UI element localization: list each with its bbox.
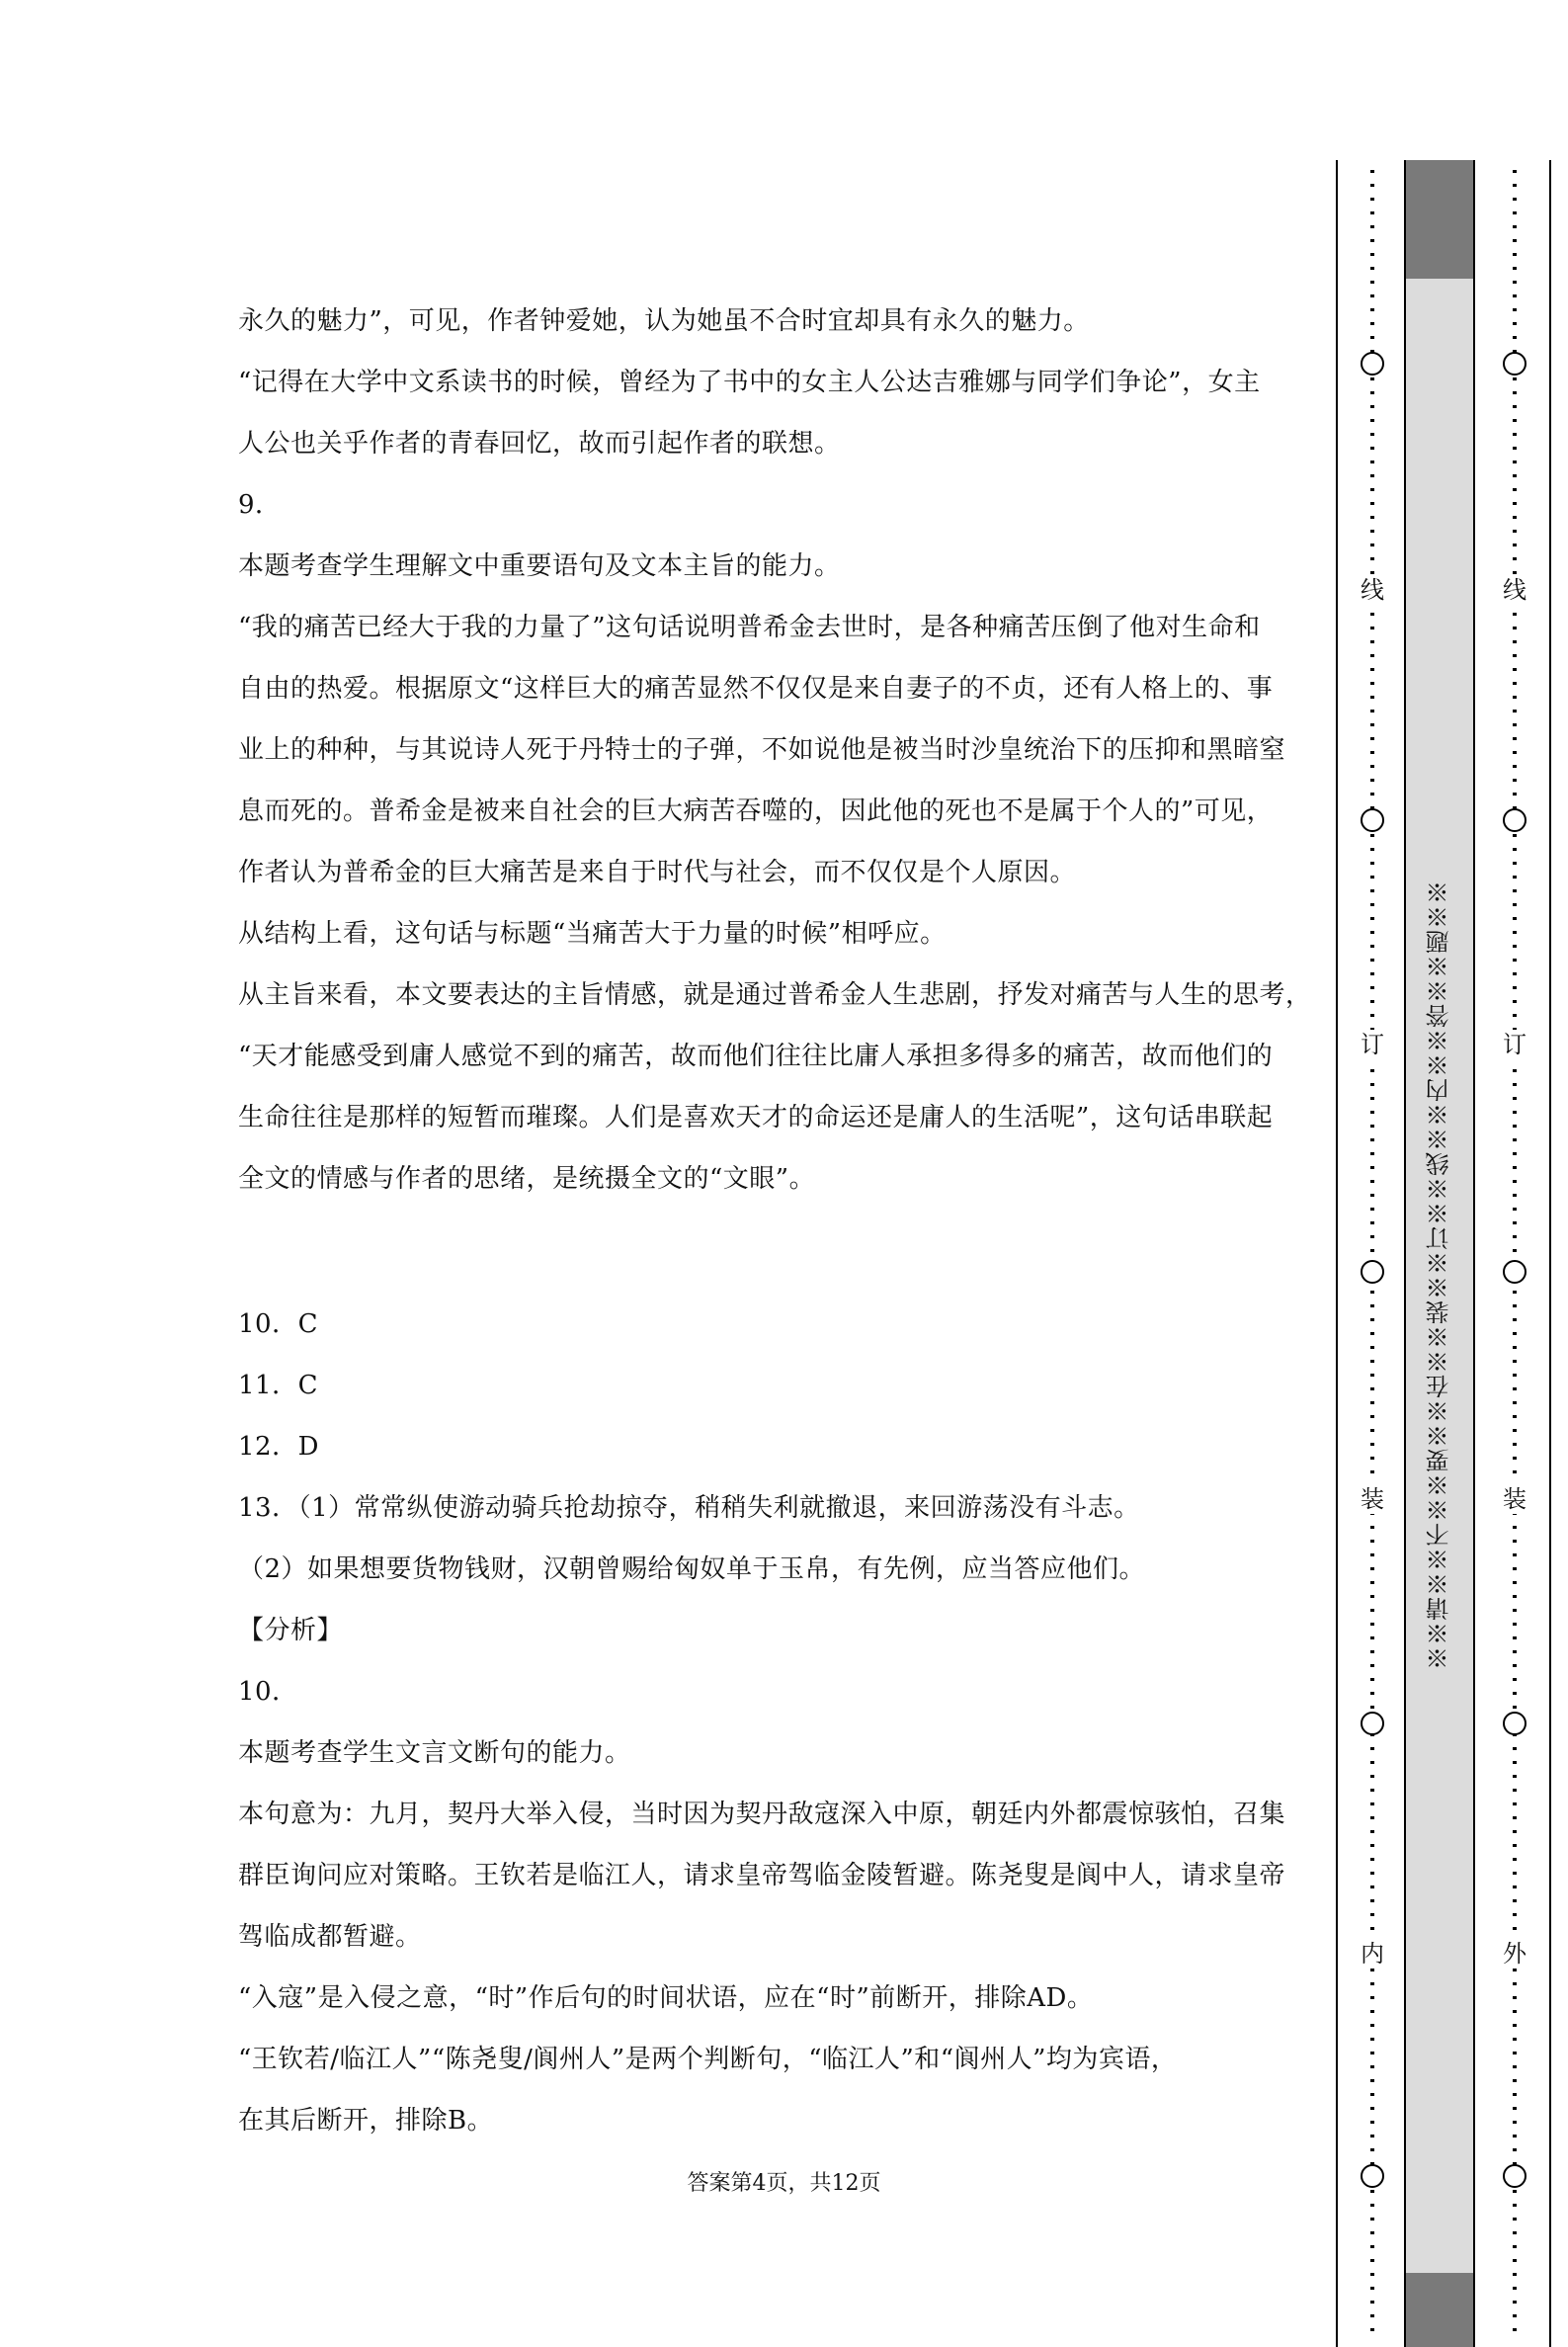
text-line: 驾临成都暂避。 (238, 1922, 422, 1952)
circle-icon (1361, 352, 1384, 376)
circle-icon (1361, 2164, 1384, 2188)
circle-icon (1503, 808, 1527, 832)
inner-label-bind: 订 (1348, 1030, 1397, 1059)
text-line: “天才能感受到庸人感觉不到的痛苦，故而他们往往比庸人承担多得多的痛苦，故而他们的 (238, 1042, 1274, 1071)
outer-label-install: 装 (1490, 1484, 1539, 1514)
text-line: 本句意为：九月，契丹大举入侵，当时因为契丹敌寇深入中原，朝廷内外都震惊骇怕，召集 (238, 1800, 1286, 1829)
text-line: “王钦若/临江人”“陈尧叟/阆州人”是两个判断句，“临江人”和“阆州人”均为宾语， (238, 2045, 1178, 2074)
text-line: “我的痛苦已经大于我的力量了”这句话说明普希金去世时，是各种痛苦压倒了他对生命和 (238, 613, 1261, 642)
inner-binding-column (1348, 160, 1397, 2347)
text-line: 人公也关乎作者的青春回忆，故而引起作者的联想。 (238, 429, 841, 459)
answer-line: 10．C (238, 1309, 318, 1339)
text-line: 从主旨来看，本文要表达的主旨情感，就是通过普希金人生悲剧，抒发对痛苦与人生的思考， (238, 980, 1312, 1010)
section-heading: 【分析】 (238, 1616, 344, 1645)
outer-dotted-line (1490, 160, 1539, 2347)
text-line: “入寇”是入侵之意，“时”作后句的时间状语，应在“时”前断开，排除AD。 (238, 1983, 1094, 2013)
circle-icon (1503, 1712, 1527, 1735)
text-line: 在其后断开，排除B。 (238, 2106, 494, 2136)
text-line: 本题考查学生理解文中重要语句及文本主旨的能力。 (238, 551, 841, 581)
text-line: “记得在大学中文系读书的时候，曾经为了书中的女主人公达吉雅娜与同学们争论”，女主 (238, 368, 1261, 397)
outer-label-line: 线 (1490, 575, 1539, 605)
circle-icon (1361, 1260, 1384, 1284)
question-number: 10． (238, 1677, 298, 1707)
text-line: 群臣询问应对策略。王钦若是临江人，请求皇帝驾临金陵暂避。陈尧叟是阆中人，请求皇帝 (238, 1861, 1286, 1890)
gray-block-top (1406, 160, 1473, 279)
gray-block-bottom (1406, 2273, 1473, 2347)
text-line: 永久的魅力”，可见，作者钟爱她，认为她虽不合时宜却具有永久的魅力。 (238, 306, 1090, 336)
question-number: 9． (238, 490, 282, 520)
inner-label-inside: 内 (1348, 1939, 1397, 1969)
text-line: 从结构上看，这句话与标题“当痛苦大于力量的时候”相呼应。 (238, 919, 947, 949)
circle-icon (1361, 808, 1384, 832)
answer-line: 13．（1）常常纵使游动骑兵抢劫掠夺，稍稍失利就撤退，来回游荡没有斗志。 (238, 1493, 1140, 1523)
outer-label-bind: 订 (1490, 1030, 1539, 1059)
answer-line: 12．D (238, 1432, 319, 1462)
text-line: 作者认为普希金的巨大痛苦是来自于时代与社会，而不仅仅是个人原因。 (238, 858, 1077, 887)
binding-border-left (1336, 160, 1338, 2347)
text-line: 息而死的。普希金是被来自社会的巨大病苦吞噬的，因此他的死也不是属于个人的”可见， (238, 796, 1274, 826)
page-footer: 答案第4页，共12页 (687, 2171, 881, 2196)
inner-dotted-line (1348, 160, 1397, 2347)
outer-label-outside: 外 (1490, 1939, 1539, 1969)
circle-icon (1503, 2164, 1527, 2188)
inner-label-install: 装 (1348, 1484, 1397, 1514)
inner-label-line: 线 (1348, 575, 1397, 605)
outer-binding-column (1490, 160, 1539, 2347)
text-line: 全文的情感与作者的思绪，是统摄全文的“文眼”。 (238, 1164, 816, 1194)
circle-icon (1503, 352, 1527, 376)
text-line: 生命往往是那样的短暂而璀璨。人们是喜欢天才的命运还是庸人的生活呢”，这句话串联起 (238, 1103, 1274, 1132)
binding-border-right (1549, 160, 1551, 2347)
text-line: 业上的种种，与其说诗人死于丹特士的子弹，不如说他是被当时沙皇统治下的压抑和黑暗窒 (238, 735, 1286, 765)
answer-line: 11．C (238, 1371, 318, 1400)
text-line: 自由的热爱。根据原文“这样巨大的痛苦显然不仅仅是来自妻子的不贞，还有人格上的、事 (238, 674, 1274, 704)
binding-notice-text: ※※请※※不※※要※※在※※装※※订※※线※※内※※答※※题※※ (1426, 880, 1453, 1670)
circle-icon (1361, 1712, 1384, 1735)
answer-line: （2）如果想要货物钱财，汉朝曾赐给匈奴单于玉帛，有先例，应当答应他们。 (238, 1554, 1146, 1584)
text-line: 本题考查学生文言文断句的能力。 (238, 1738, 631, 1768)
circle-icon (1503, 1260, 1527, 1284)
